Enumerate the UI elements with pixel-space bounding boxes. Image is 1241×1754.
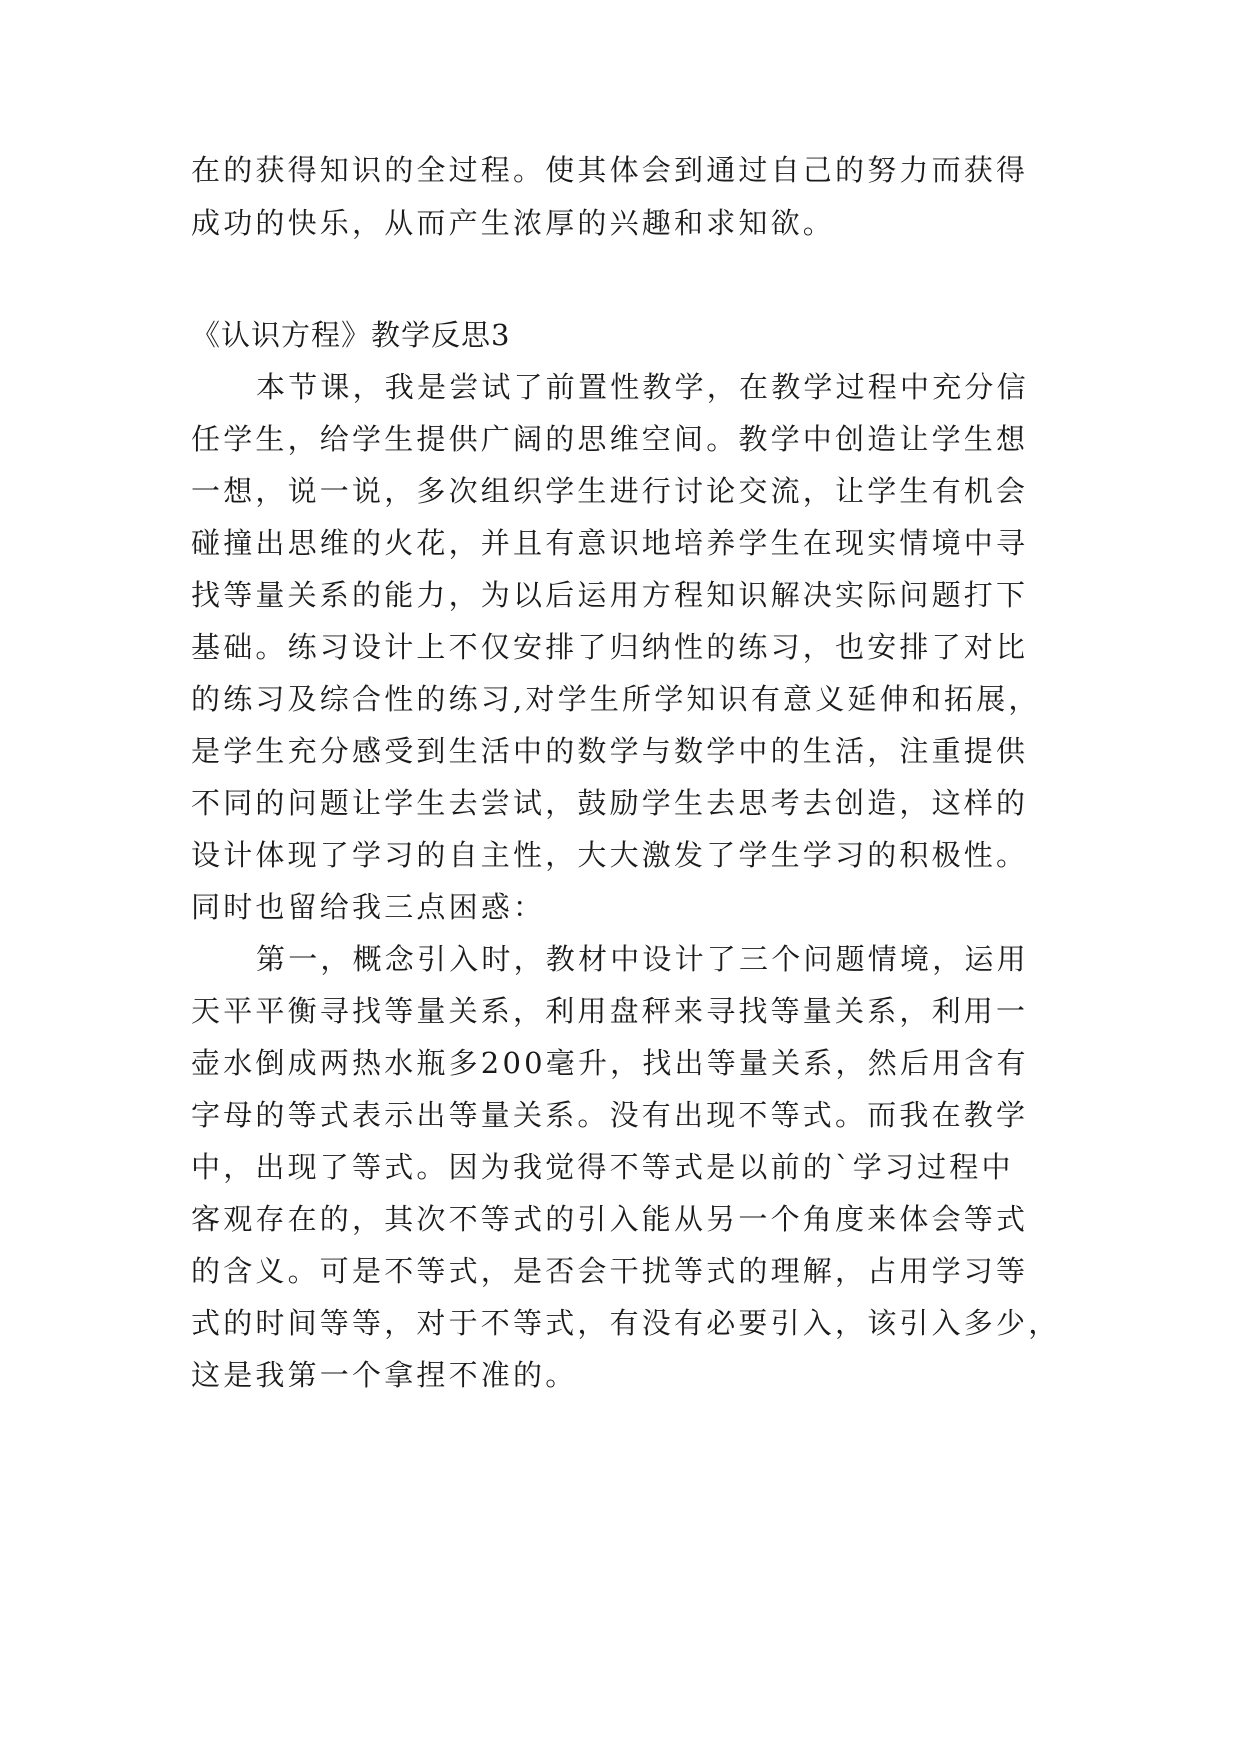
paragraph1-line-4: 碰撞出思维的火花，并且有意识地培养学生在现实情境中寻 bbox=[191, 526, 1029, 560]
paragraph2-line-2: 天平平衡寻找等量关系，利用盘秤来寻找等量关系，利用一 bbox=[191, 994, 1029, 1028]
paragraph2-line-9: 这是我第一个拿捏不准的。 bbox=[191, 1358, 578, 1392]
section-title: 《认识方程》教学反思3 bbox=[191, 318, 511, 352]
paragraph1-line-5: 找等量关系的能力，为以后运用方程知识解决实际问题打下 bbox=[191, 578, 1029, 612]
paragraph1-line-1: 本节课，我是尝试了前置性教学，在教学过程中充分信 bbox=[256, 370, 1029, 404]
paragraph2-line-5: 中，出现了等式。因为我觉得不等式是以前的`学习过程中 bbox=[191, 1150, 1014, 1184]
paragraph1-line-10: 设计体现了学习的自主性，大大激发了学生学习的积极性。 bbox=[191, 838, 1029, 872]
intro-line-1: 在的获得知识的全过程。使其体会到通过自己的努力而获得 bbox=[191, 153, 1029, 187]
paragraph2-line-1: 第一，概念引入时，教材中设计了三个问题情境，运用 bbox=[256, 942, 1029, 976]
paragraph1-line-6: 基础。练习设计上不仅安排了归纳性的练习，也安排了对比 bbox=[191, 630, 1029, 664]
paragraph2-line-6: 客观存在的，其次不等式的引入能从另一个角度来体会等式 bbox=[191, 1202, 1029, 1236]
intro-line-2: 成功的快乐，从而产生浓厚的兴趣和求知欲。 bbox=[191, 206, 836, 240]
paragraph1-line-11: 同时也留给我三点困惑： bbox=[191, 890, 546, 924]
paragraph1-line-8: 是学生充分感受到生活中的数学与数学中的生活，注重提供 bbox=[191, 734, 1029, 768]
paragraph1-line-3: 一想，说一说，多次组织学生进行讨论交流，让学生有机会 bbox=[191, 474, 1029, 508]
paragraph2-line-4: 字母的等式表示出等量关系。没有出现不等式。而我在教学 bbox=[191, 1098, 1029, 1132]
paragraph1-line-7: 的练习及综合性的练习,对学生所学知识有意义延伸和拓展， bbox=[191, 682, 1041, 716]
paragraph2-line-3: 壶水倒成两热水瓶多200毫升，找出等量关系，然后用含有 bbox=[191, 1046, 1029, 1080]
paragraph1-line-9: 不同的问题让学生去尝试，鼓励学生去思考去创造，这样的 bbox=[191, 786, 1029, 820]
paragraph2-line-8: 式的时间等等，对于不等式，有没有必要引入，该引入多少， bbox=[191, 1306, 1061, 1340]
paragraph1-line-2: 任学生，给学生提供广阔的思维空间。教学中创造让学生想 bbox=[191, 422, 1029, 456]
paragraph2-line-7: 的含义。可是不等式，是否会干扰等式的理解，占用学习等 bbox=[191, 1254, 1029, 1288]
